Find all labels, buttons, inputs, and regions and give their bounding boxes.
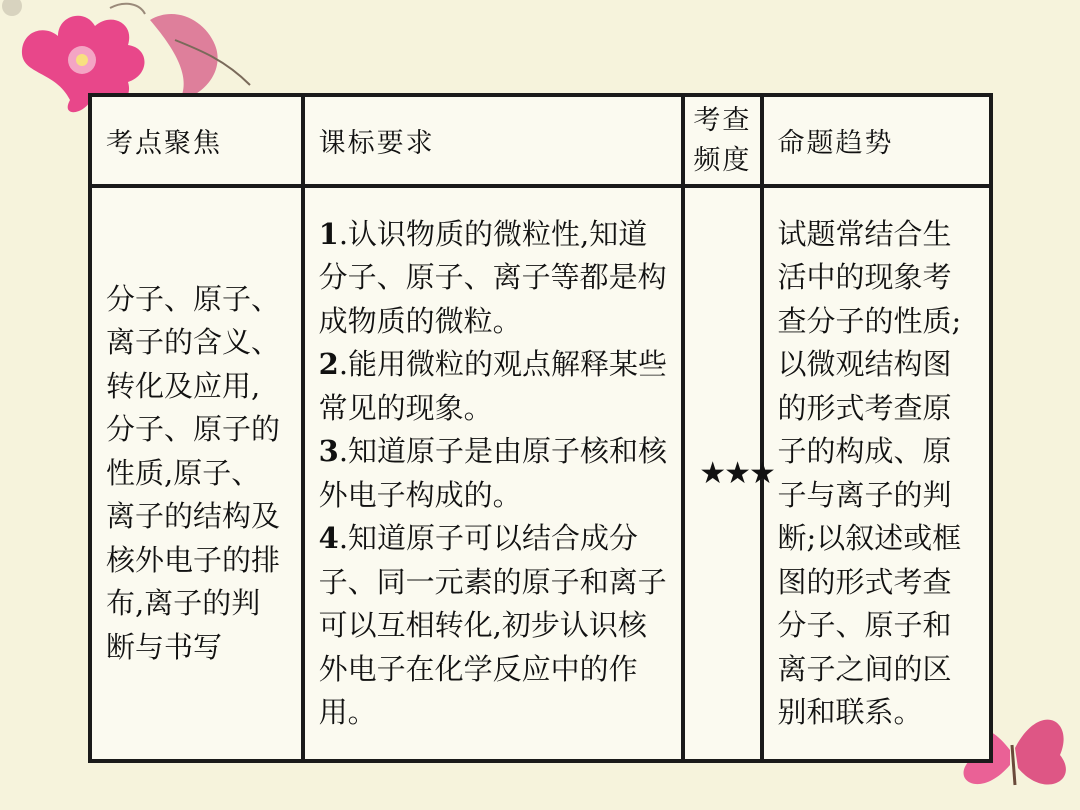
table-header-row xyxy=(90,95,991,186)
header-requirements: 课标要求 xyxy=(303,95,684,186)
exam-focus-table xyxy=(88,93,993,763)
header-frequency: 考查频度 xyxy=(683,95,761,186)
cell-requirements xyxy=(303,186,684,761)
frequency-stars: ★★★ xyxy=(683,186,761,761)
cell-trend: 试题常结合生活中的现象考查分子的性质;以微观结构图的形式考查原子的构成、原子与离子的判断;以叙述或框图的形式考查分子、原子和离子之间的区别和联系。 xyxy=(762,186,991,761)
requirement-item: 2.能用微粒的观点解释某些常见的现象。 xyxy=(318,347,668,425)
cell-focus: 分子、原子、离子的含义、转化及应用,分子、原子的性质,原子、离子的结构及核外电子的排布,离子的判断与书写 xyxy=(90,186,303,761)
header-trend: 命题趋势 xyxy=(762,95,991,186)
requirement-item: 3.知道原子是由原子核和核外电子构成的。 xyxy=(318,434,668,512)
table-row xyxy=(90,186,991,761)
header-focus: 考点聚焦 xyxy=(90,95,303,186)
requirement-item: 4.知道原子可以结合成分子、同一元素的原子和离子可以互相转化,初步认识核外电子在化学反应中的作用。 xyxy=(318,521,667,729)
requirement-item: 1.认识物质的微粒性,知道分子、原子、离子等都是构成物质的微粒。 xyxy=(318,216,667,338)
